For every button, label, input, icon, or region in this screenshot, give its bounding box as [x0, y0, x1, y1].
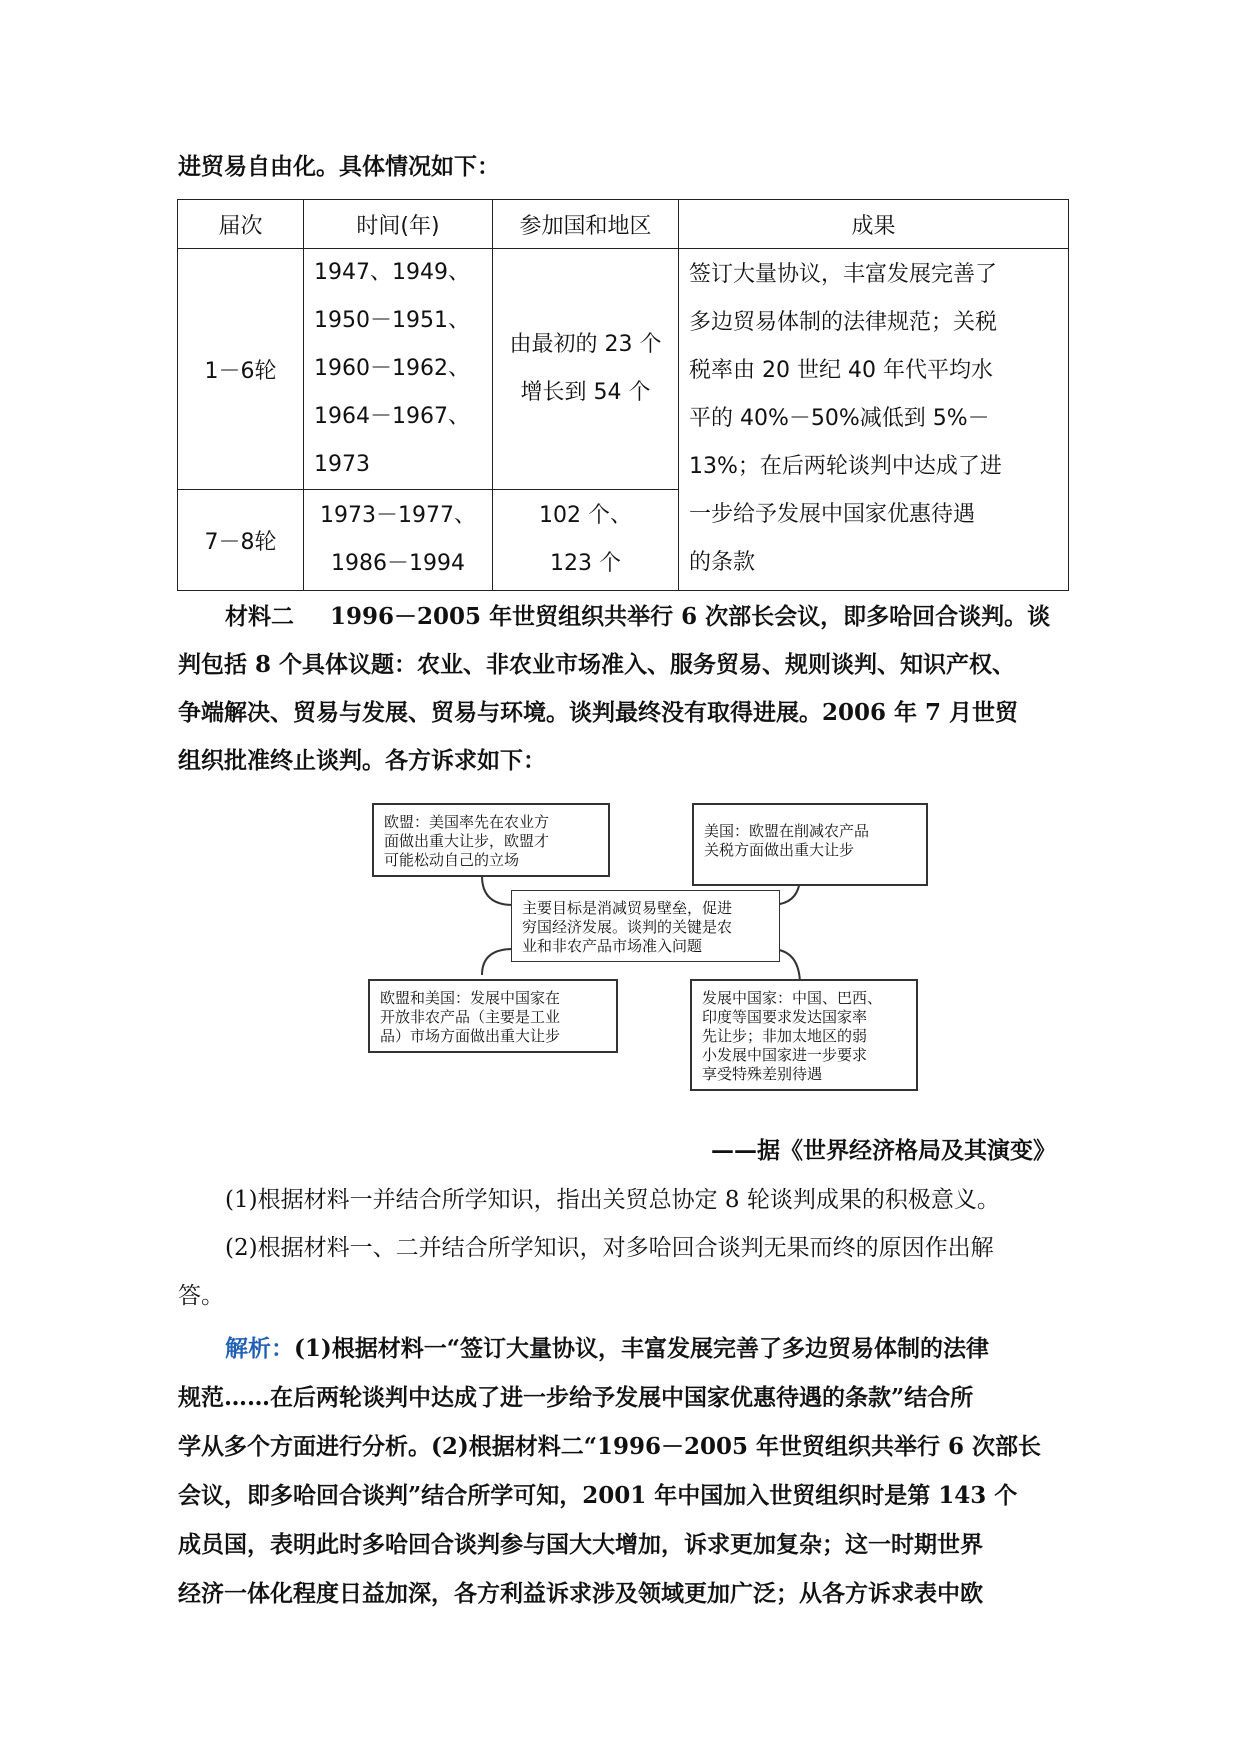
members-cell: 102 个、 123 个 — [493, 490, 679, 591]
diagram-box-eu: 欧盟：美国率先在农业方 面做出重大让步，欧盟才 可能松动自己的立场 — [372, 803, 610, 877]
round-cell: 7－8轮 — [178, 490, 304, 591]
source-citation: ——据《世界经济格局及其演变》 — [711, 1137, 1056, 1164]
intro-text: 进贸易自由化。具体情况如下： — [178, 153, 500, 180]
analysis-text: (1)根据材料一“签订大量协议，丰富发展完善了多边贸易体制的法律 — [294, 1335, 989, 1362]
members-cell: 由最初的 23 个 增长到 54 个 — [493, 249, 679, 490]
analysis-line: 成员国，表明此时多哈回合谈判参与国大大增加，诉求更加复杂；这一时期世界 — [178, 1531, 983, 1558]
analysis-line: 会议，即多哈回合谈判”结合所学可知，2001 年中国加入世贸组织时是第 143 个 — [178, 1482, 1018, 1509]
diagram-box-developing: 发展中国家：中国、巴西、 印度等国要求发达国家率 先让步；非加太地区的弱 小发展中国家进一步要求 享受特殊差别待遇 — [690, 979, 918, 1091]
header-years: 时间(年) — [304, 200, 493, 249]
years-cell: 1973－1977、 1986－1994 — [304, 490, 493, 591]
round-cell: 1－6轮 — [178, 249, 304, 490]
material2-label: 材料二 — [225, 603, 294, 630]
question-2-cont: 答。 — [178, 1283, 224, 1309]
material2-line: 争端解决、贸易与发展、贸易与环境。谈判最终没有取得进展。2006 年 7 月世贸 — [178, 699, 1019, 726]
results-cell: 签订大量协议，丰富发展完善了 多边贸易体制的法律规范；关税 税率由 20 世纪 40 年代平均水 平的 40%－50%减低到 5%－ 13%；在后两轮谈判中达成了进 一步给予发展中国家优惠待遇 的条款 — [679, 249, 1069, 591]
question-1: (1)根据材料一并结合所学知识，指出关贸总协定 8 轮谈判成果的积极意义。 — [225, 1187, 1000, 1213]
analysis-label: 解析： — [225, 1335, 294, 1362]
material2-text: 1996－2005 年世贸组织共举行 6 次部长会议，即多哈回合谈判。谈 — [330, 603, 1051, 630]
analysis-line: 经济一体化程度日益加深，各方利益诉求涉及领域更加广泛；从各方诉求表中欧 — [178, 1580, 983, 1607]
header-round: 届次 — [178, 200, 304, 249]
analysis-first-line — [225, 1330, 989, 1363]
material2-line: 组织批准终止谈判。各方诉求如下： — [178, 747, 546, 774]
diagram-box-eu-us: 欧盟和美国：发展中国家在 开放非农产品（主要是工业 品）市场方面做出重大让步 — [368, 979, 618, 1053]
diagram-box-center: 主要目标是消减贸易壁垒，促进 穷国经济发展。谈判的关键是农 业和非农产品市场准入问题 — [511, 890, 780, 962]
analysis-line: 学从多个方面进行分析。(2)根据材料二“1996－2005 年世贸组织共举行 6 次部长 — [178, 1433, 1042, 1460]
question-2: (2)根据材料一、二并结合所学知识，对多哈回合谈判无果而终的原因作出解 — [225, 1235, 994, 1261]
material2-line: 判包括 8 个具体议题：农业、非农业市场准入、服务贸易、规则谈判、知识产权、 — [178, 651, 1016, 678]
diagram-box-us: 美国：欧盟在削减农产品 关税方面做出重大让步 — [692, 803, 928, 886]
years-cell: 1947、1949、 1950－1951、 1960－1962、 1964－1967、 1973 — [304, 249, 493, 490]
header-results: 成果 — [679, 200, 1069, 249]
analysis-line: 规范……在后两轮谈判中达成了进一步给予发展中国家优惠待遇的条款”结合所 — [178, 1384, 974, 1411]
header-members: 参加国和地区 — [493, 200, 679, 249]
